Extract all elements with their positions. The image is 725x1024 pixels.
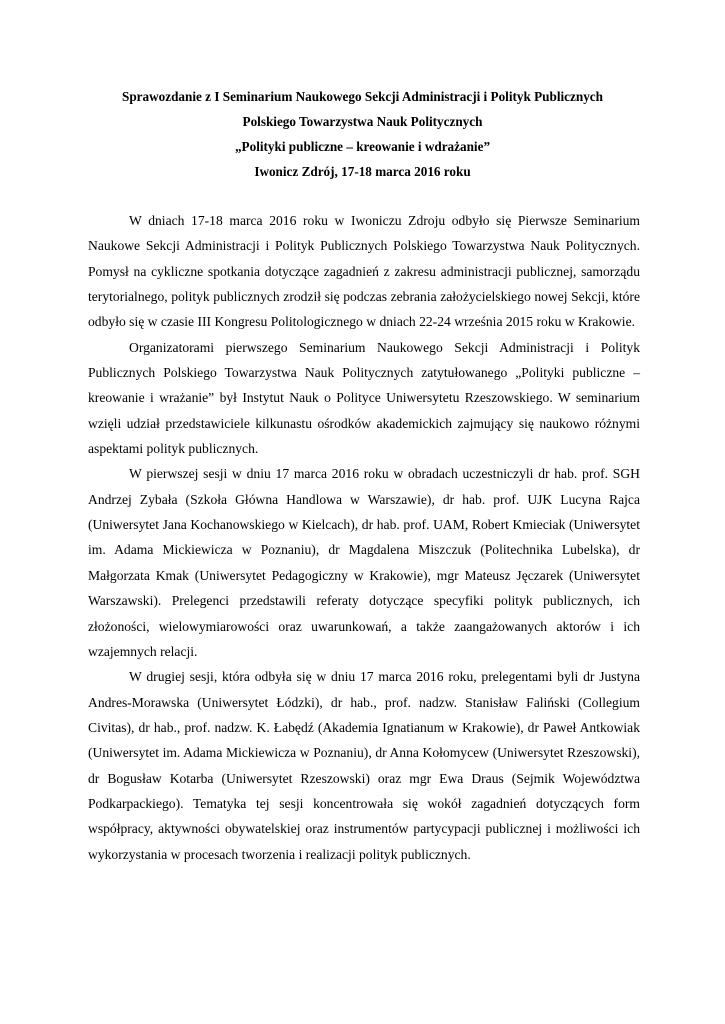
paragraph-1: W dniach 17-18 marca 2016 roku w Iwoniczu Zdroju odbyło się Pierwsze Seminarium Naukowe Sekcji Administracji i Polityk Publicznych Polskiego Towarzystwa Nauk Politycznych. Pomysł na cykliczne spotkania dotyczące zagadnień z zakresu administracji publicznej, samorządu terytorialnego, polityk publicznych zrodził się podczas zebrania założycielskiego nowej Sekcji, które odbyło się w czasie III Kongresu Politologicznego w dniach 22-24 września 2015 roku w Krakowie. <box>88 213 640 330</box>
title-line-1: Sprawozdanie z I Seminarium Naukowego Sekcji Administracji i Polityk Publicznych <box>122 89 603 104</box>
title-line-3: „Polityki publiczne – kreowanie i wdrażanie” <box>234 139 491 154</box>
paragraph-3: W pierwszej sesji w dniu 17 marca 2016 roku w obradach uczestniczyli dr hab. prof. SGH Andrzej Zybała (Szkoła Główna Handlowa w Warszawie), dr hab. prof. UJK Lucyna Rajca (Uniwersytet Jana Kochanowskiego w Kielcach), dr hab. prof. UAM, Robert Kmieciak (Uniwersytet im. Adama Mickiewicza w Poznaniu), dr Magdalena Miszczuk (Politechnika Lubelska), dr Małgorzata Kmak (Uniwersytet Pedagogiczny w Krakowie), mgr Mateusz Jęczarek (Uniwersytet Warszawski). Prelegenci przedstawili referaty dotyczące specyfiki polityk publicznych, ich złożoności, wielowymiarowości oraz uwarunkowań, a także zaangażowanych aktorów i ich wzajemnych relacji. <box>88 466 640 659</box>
report-title <box>80 84 645 184</box>
title-line-2: Polskiego Towarzystwa Nauk Politycznych <box>242 114 483 129</box>
paragraph-4: W drugiej sesji, która odbyła się w dniu 17 marca 2016 roku, prelegentami byli dr Justyna Andres-Morawska (Uniwersytet Łódzki), dr hab., prof. nadzw. Stanisław Faliński (Collegium Civitas), dr hab., prof. nadzw. K. Łabędź (Akademia Ignatianum w Krakowie), dr Paweł Antkowiak (Uniwersytet im. Adama Mickiewicza w Poznaniu), dr Anna Kołomycew (Uniwersytet Rzeszowski), dr Bogusław Kotarba (Uniwersytet Rzeszowski) oraz mgr Ewa Draus (Sejmik Województwa Podkarpackiego). Tematyka tej sesji koncentrowała się wokół zagadnień dotyczących form współpracy, aktywności obywatelskiej oraz instrumentów partycypacji publicznej i możliwości ich wykorzystania w procesach tworzenia i realizacji polityk publicznych. <box>88 669 640 862</box>
title-line-4: Iwonicz Zdrój, 17-18 marca 2016 roku <box>254 164 471 179</box>
paragraph-2: Organizatorami pierwszego Seminarium Naukowego Sekcji Administracji i Polityk Publicznych Polskiego Towarzystwa Nauk Politycznych zatytułowanego „Polityki publiczne – kreowanie i wrażanie” był Instytut Nauk o Polityce Uniwersytetu Rzeszowskiego. W seminarium wzięli udział przedstawiciele kilkunastu ośrodków akademickich zajmujący się naukowo różnymi aspektami polityk publicznych. <box>88 339 640 457</box>
report-body <box>88 208 640 867</box>
